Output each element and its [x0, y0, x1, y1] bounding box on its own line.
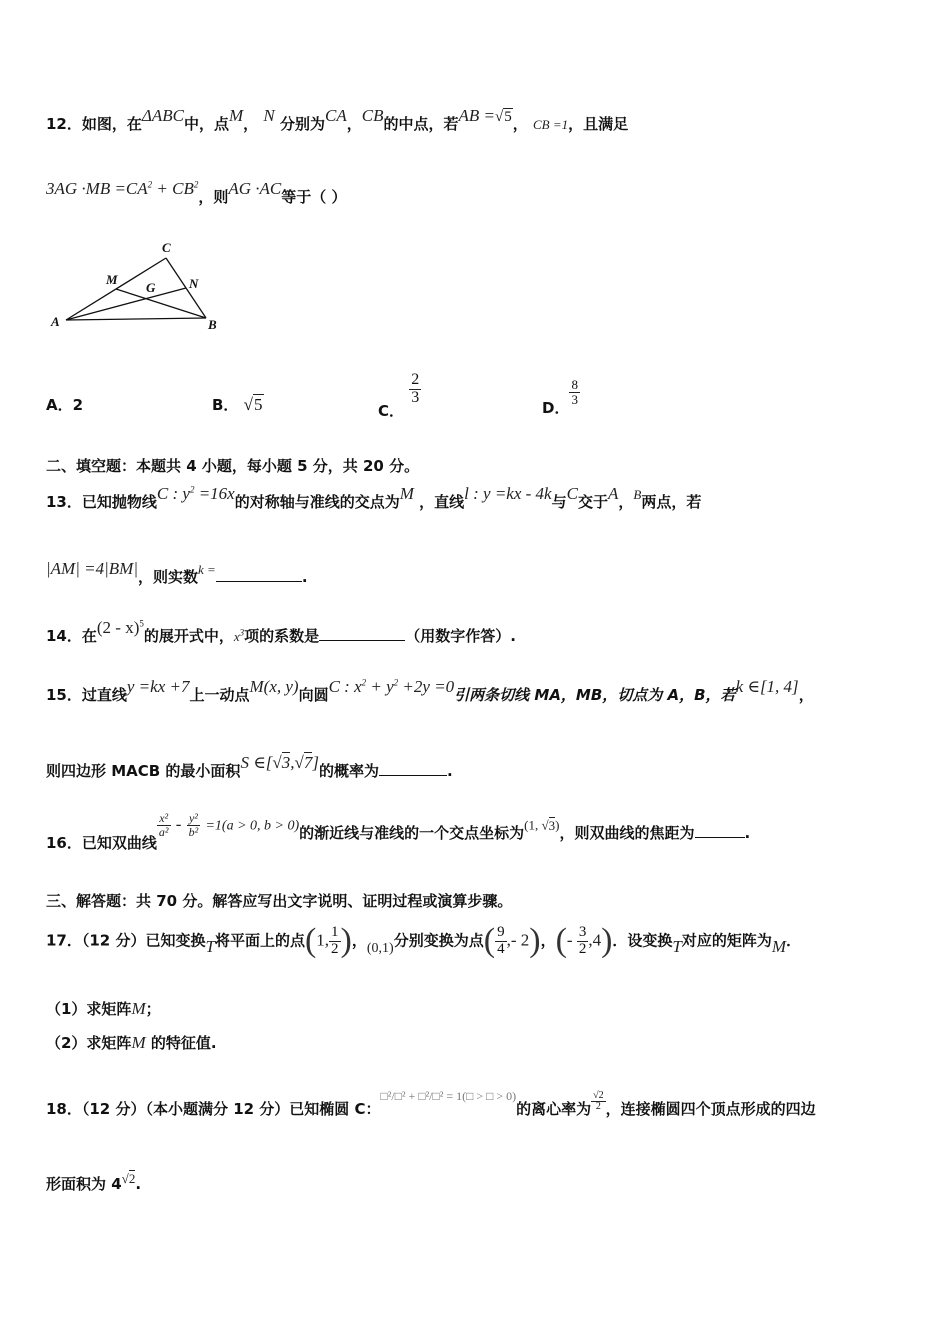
q16-point: (1, √3) [524, 817, 560, 833]
q17-text: ．设变换 [612, 931, 673, 950]
q18-eccentricity [591, 1091, 606, 1113]
radicand: 5 [254, 395, 263, 414]
q17-sub2-text: （2）求矩阵 [46, 1034, 132, 1052]
numerator: 1 [331, 923, 339, 940]
option-value: 2 [72, 396, 84, 414]
q18-text: （12 分）（本小题满分 12 分）已知椭圆 C： [81, 1100, 381, 1118]
eq-part: x [233, 629, 240, 644]
label-n: N [189, 276, 199, 291]
q18-sqrt2: √2 [121, 1171, 136, 1186]
radicand: 3 [548, 817, 556, 833]
q12-number: 12． [46, 115, 82, 133]
q12-text: 如图，在 [81, 115, 142, 133]
q17-point1-y [329, 925, 341, 958]
q15-text: 向圆 [298, 686, 329, 704]
eq-part: , [290, 753, 295, 772]
radicand: 2 [128, 1171, 136, 1186]
q16-text: ，则双曲线的焦距为 [559, 823, 695, 842]
q17-sub1-text: ； [145, 1000, 161, 1018]
q16-fraction-y [187, 812, 201, 838]
q13-parabola [157, 484, 235, 503]
q13-text: 与 [551, 493, 567, 511]
q12-option-d[interactable] [542, 377, 580, 417]
eq-part: =16x [194, 484, 235, 503]
eq-part: S ∈[ [240, 753, 273, 772]
denominator: 2 [595, 1101, 601, 1112]
q16-text: . [744, 823, 751, 842]
q17-number: 17． [46, 931, 82, 950]
q12-text: ， [512, 115, 528, 133]
eq-power: 3 [239, 627, 245, 638]
q15-line-eq: y =kx +7 [126, 677, 190, 696]
q15-text: 的概率为 [318, 762, 379, 780]
q12-text: ，则 [198, 188, 229, 206]
q12-point-n: N [263, 106, 275, 125]
denominator: 3 [411, 388, 420, 406]
q17-matrix-m: M [771, 936, 787, 956]
option-value [409, 372, 421, 407]
q17-matrix-m: M [131, 999, 146, 1018]
q13-line1 [46, 484, 702, 512]
paren-right: ) [529, 922, 541, 959]
q17-image1-x [495, 925, 507, 958]
denominator: a² [158, 824, 169, 839]
q17-point2: (0,1) [366, 940, 394, 956]
eq-power: 2 [361, 677, 367, 688]
option-value [569, 378, 580, 406]
numerator: 9 [497, 923, 505, 940]
q12-text: 等于（ ） [281, 188, 347, 206]
q14-line [46, 618, 516, 646]
q13-line2 [46, 559, 308, 587]
option-value: √5 [243, 395, 263, 414]
q15-text: . [446, 762, 453, 780]
q16-text: 已知双曲线 [81, 833, 157, 852]
q18-text: 的离心率为 [516, 1100, 592, 1118]
q15-line2 [46, 753, 453, 781]
q18-line2 [46, 1173, 141, 1194]
eq-power: 2 [393, 677, 399, 688]
q15-number: 15． [46, 686, 82, 704]
q17-image1-y: ,- 2 [506, 930, 530, 950]
q12-triangle: ΔABC [141, 106, 184, 125]
option-label: B． [212, 396, 239, 414]
q17-line1 [46, 922, 801, 960]
q15-k-range: k ∈[1, 4] [735, 677, 799, 696]
q18-line1 [46, 1089, 816, 1121]
paren-left: ( [304, 922, 317, 959]
numerator: √2 [593, 1089, 604, 1101]
q16-minus: - [175, 814, 182, 834]
q18-text: ，连接椭圆四个顶点形成的四边 [605, 1100, 816, 1118]
q12-line2 [46, 179, 347, 207]
eq-part: ) [555, 817, 560, 833]
numerator: y² [187, 812, 201, 826]
q13-text: ，直线 [419, 493, 465, 511]
q13-text: ， [618, 493, 634, 511]
q15-text: 过直线 [81, 686, 127, 704]
q12-text: ，且满足 [568, 115, 629, 133]
section-3-heading: 三、解答题：共 70 分。解答应写出文字说明、证明过程或演算步骤。 [46, 892, 513, 910]
q12-segment-cb: CB [361, 106, 384, 125]
q14-answer-blank[interactable] [319, 626, 405, 641]
q17-transform-t: T [205, 936, 215, 956]
radicand: 3 [281, 753, 291, 772]
q13-point-a: A [607, 484, 619, 503]
q12-segment-ca: CA [325, 106, 347, 125]
q13-text: . [301, 568, 308, 586]
q16-number: 16． [46, 833, 82, 852]
option-label: D． [542, 398, 570, 417]
q12-ab-eq: AB = [458, 106, 496, 125]
q18-ellipse-equation: □²/□² + □²/□² = 1(□ > □ > 0) [380, 1089, 517, 1103]
q17-sub2-text: 的特征值. [150, 1034, 217, 1052]
q17-image2-y: ,4 [588, 930, 602, 950]
q13-text: 交于 [577, 493, 608, 511]
q17-text: ， [540, 931, 556, 950]
q12-cb-eq: CB =1 [533, 117, 569, 132]
eq-part: +2y =0 [398, 677, 455, 696]
q13-text: 两点，若 [641, 493, 702, 511]
q13-number: 13． [46, 493, 82, 511]
q12-text: 中，点 [183, 115, 229, 133]
q16-answer-blank[interactable] [695, 823, 745, 838]
label-b: B [208, 317, 217, 332]
q15-point: M(x, y) [249, 677, 299, 696]
q16-line [46, 811, 751, 852]
q17-text: ， [351, 931, 367, 950]
q12-option-b[interactable] [212, 394, 264, 415]
side-ab [66, 318, 206, 320]
q13-answer-blank[interactable] [216, 567, 302, 582]
q14-x3 [234, 629, 244, 644]
q17-sub1-text: （1）求矩阵 [46, 1000, 132, 1018]
eq-power: 2 [147, 179, 153, 190]
q17-text: 分别变换为点 [393, 931, 484, 950]
eq-part: ] [312, 753, 319, 772]
q17-minus: - [566, 930, 577, 950]
numerator: 2 [411, 371, 420, 388]
q12-dot-product: AG ·AC [228, 179, 282, 198]
denominator: 2 [578, 940, 587, 957]
label-a: A [51, 314, 60, 329]
q13-line-eq: l : y =kx - 4k [464, 484, 552, 503]
denominator: 3 [571, 391, 578, 407]
q13-curve-c: C [566, 484, 578, 503]
q14-text: 在 [81, 627, 97, 645]
q15-area-range: S ∈[√3,√7] [240, 753, 319, 772]
numerator: 8 [571, 377, 578, 392]
eq-part: (1, [524, 817, 542, 833]
q15-text: 引两条切线 MA，MB，切点为 A，B，若 [454, 686, 736, 704]
q17-sub1 [46, 998, 161, 1019]
q13-text: ，则实数 [138, 568, 199, 586]
q12-text: ， [243, 115, 259, 133]
q12-text: 分别为 [280, 115, 326, 133]
eq-part: (2 - x) [96, 618, 140, 637]
q14-binomial [97, 618, 144, 637]
q15-line1 [46, 677, 814, 705]
eq-part: + CB [152, 179, 194, 198]
q14-text: 的展开式中， [143, 627, 234, 645]
q14-text: 项的系数是 [244, 627, 320, 645]
q17-point1-x: 1, [316, 930, 330, 950]
q16-text: 的渐近线与准线的一个交点坐标为 [299, 823, 525, 842]
eq-part: C : x [328, 677, 362, 696]
q15-circle-eq [329, 677, 455, 696]
denominator: 2 [331, 940, 339, 957]
eq-part: + y [366, 677, 394, 696]
eq-power: 2 [193, 179, 199, 190]
q17-transform-t: T [672, 936, 682, 956]
q13-point-m: M [399, 484, 414, 503]
q13-abs-condition: |AM| =4|BM| [46, 559, 139, 578]
label-m: M [106, 272, 118, 287]
q12-vector-eq [46, 179, 198, 198]
q13-text: 已知抛物线 [81, 493, 157, 511]
eq-part: C : y [156, 484, 190, 503]
q18-text: . [135, 1175, 142, 1193]
q18-number: 18． [46, 1100, 82, 1118]
paren-left: ( [555, 922, 567, 959]
q17-image2-x [577, 925, 589, 958]
q17-sub2 [46, 1032, 217, 1053]
q17-matrix-m: M [131, 1033, 146, 1052]
q12-text: 的中点，若 [383, 115, 459, 133]
q18-text: 形面积为 4 [46, 1175, 122, 1193]
q14-number: 14． [46, 627, 82, 645]
q12-triangle-figure [46, 236, 236, 341]
q17-text: ． [786, 931, 802, 950]
q12-line1 [46, 106, 629, 134]
q15-answer-blank[interactable] [379, 761, 447, 776]
paren-right: ) [601, 922, 613, 959]
denominator: 4 [497, 940, 505, 957]
eq-power: 2 [189, 484, 195, 495]
denominator: b² [188, 824, 199, 839]
numerator: 3 [578, 923, 587, 940]
q17-text: 对应的矩阵为 [681, 931, 772, 950]
paren-right: ) [340, 922, 352, 959]
q12-sqrt5: √5 [495, 109, 512, 125]
q15-text: 上一动点 [189, 686, 250, 704]
radicand: 5 [504, 109, 512, 125]
option-label: A． [46, 396, 73, 414]
q12-text: ， [346, 115, 362, 133]
q12-option-c[interactable] [378, 371, 421, 420]
eq-part: 3AG ·MB =CA [46, 179, 148, 198]
q12-point-m: M [229, 106, 244, 125]
label-c: C [162, 240, 171, 255]
q12-option-a[interactable] [46, 394, 83, 415]
label-g: G [146, 280, 156, 295]
q14-text: （用数字作答）. [405, 627, 516, 645]
paren-left: ( [483, 922, 496, 959]
radicand: 7 [303, 753, 313, 772]
option-label: C． [378, 401, 405, 420]
q17-text: 将平面上的点 [214, 931, 305, 950]
q13-k: k = [198, 562, 216, 577]
q15-text: ， [798, 686, 814, 704]
eq-power: 5 [139, 618, 144, 629]
q13-text: 的对称轴与准线的交点为 [234, 493, 400, 511]
section-2-heading: 二、填空题：本题共 4 小题，每小题 5 分，共 20 分。 [46, 457, 420, 475]
q16-hyperbola-condition: =1(a > 0, b > 0) [205, 818, 300, 834]
q16-fraction-x [157, 812, 171, 838]
q13-point-b: B [633, 487, 642, 502]
q15-text: 则四边形 MACB 的最小面积 [46, 762, 241, 780]
q17-text: （12 分）已知变换 [81, 931, 206, 950]
numerator: x² [157, 812, 171, 826]
